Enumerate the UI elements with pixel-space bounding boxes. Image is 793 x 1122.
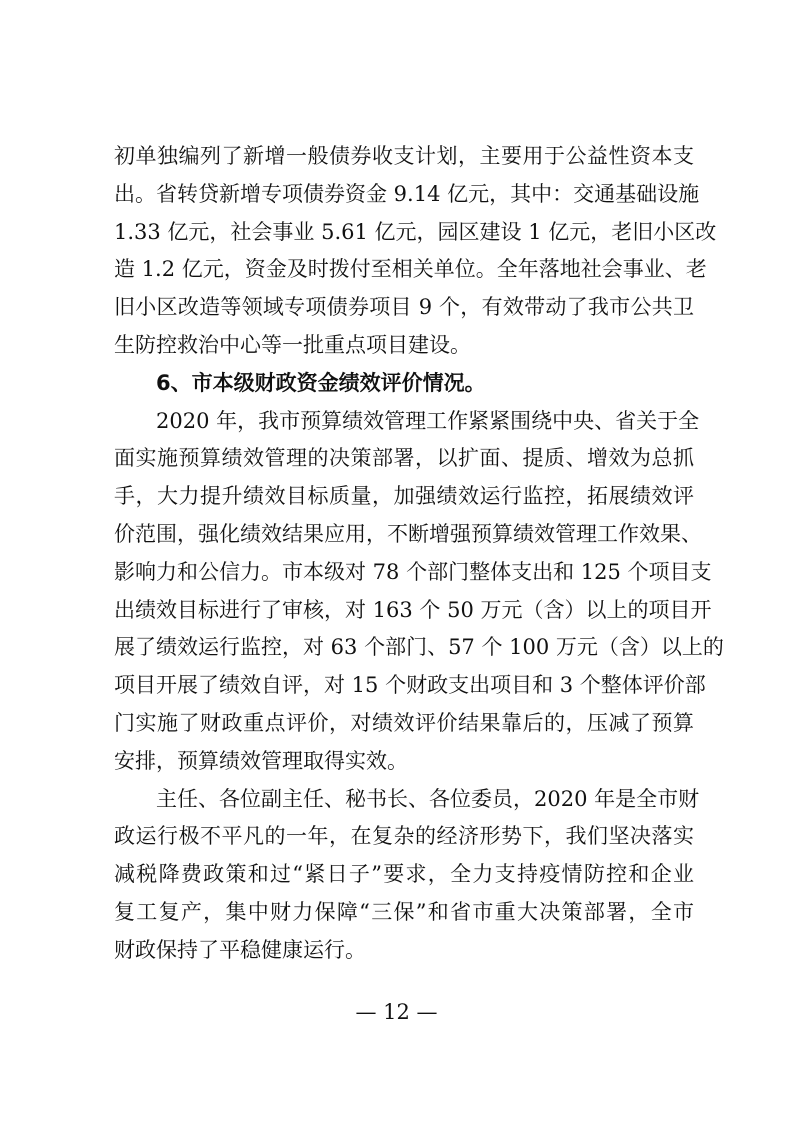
paragraph-line: 手，大力提升绩效目标质量，加强绩效运行监控，拓展绩效评 [114,484,694,509]
paragraph-performance-evaluation [114,403,724,781]
paragraph-line: 旧小区改造等领域专项债券项目 9 个，有效带动了我市公共卫 [114,295,694,320]
paragraph-special-bonds [114,138,717,365]
paragraph-line: 面实施预算绩效管理的决策部署，以扩面、提质、增效为总抓 [114,446,694,471]
paragraph-line: 1.33 亿元，社会事业 5.61 亿元，园区建设 1 亿元，老旧小区改 [114,219,717,244]
page-number: — 12 — [355,1000,438,1024]
paragraph-line: 2020 年，我市预算绩效管理工作紧紧围绕中央、省关于全 [156,408,700,433]
body-text [114,138,724,970]
paragraph-line: 出绩效目标进行了审核，对 163 个 50 万元（含）以上的项目开 [114,597,712,622]
paragraph-line: 影响力和公信力。市本级对 78 个部门整体支出和 125 个项目支 [114,559,712,584]
paragraph-line: 安排，预算绩效管理取得实效。 [114,748,408,773]
paragraph-line: 造 1.2 亿元，资金及时拨付至相关单位。全年落地社会事业、老 [114,257,707,282]
paragraph-line: 减税降费政策和过“紧日子”要求，全力支持疫情防控和企业 [114,862,694,887]
paragraph-line: 出。省转贷新增专项债券资金 9.14 亿元，其中：交通基础设施 [114,181,700,206]
paragraph-summary [114,781,700,970]
paragraph-line: 项目开展了绩效自评，对 15 个财政支出项目和 3 个整体评价部 [114,673,706,698]
paragraph-line: 财政保持了平稳健康运行。 [114,937,366,962]
paragraph-line: 政运行极不平凡的一年，在复杂的经济形势下，我们坚决落实 [114,824,694,849]
paragraph-line: 主任、各位副主任、秘书长、各位委员，2020 年是全市财 [156,786,700,811]
paragraph-line: 初单独编列了新增一般债券收支计划，主要用于公益性资本支 [114,144,694,168]
paragraph-line: 展了绩效运行监控，对 63 个部门、57 个 100 万元（含）以上的 [114,635,724,660]
paragraph-line: 门实施了财政重点评价，对绩效评价结果靠后的，压减了预算 [114,710,694,735]
paragraph-line: 生防控救治中心等一批重点项目建设。 [114,332,471,357]
paragraph-line: 价范围，强化绩效结果应用，不断增强预算绩效管理工作效果、 [114,521,702,546]
section-heading: 6、市本级财政资金绩效评价情况。 [156,370,486,395]
paragraph-line: 复工复产，集中财力保障“三保”和省市重大决策部署，全市 [114,899,694,924]
